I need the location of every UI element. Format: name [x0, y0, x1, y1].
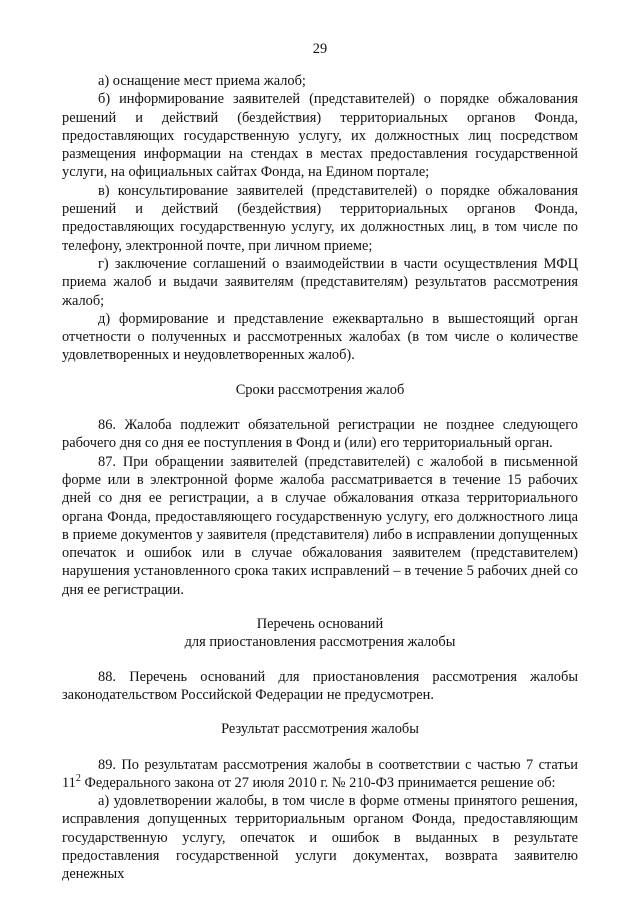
paragraph-89-text-end: Федерального закона от 27 июля 2010 г. № 210-ФЗ принимается решение об: [80, 774, 556, 791]
paragraph-b: б) информирование заявителей (представителей) о порядке обжалования решений и действий (бездействия) территориальных органов Фонда, предоставляющих государственную услугу, их должностных лиц посредством размещения информации на стендах в местах предоставления государственной услуги, на официальных сайтах Фонда, на Едином портале; [62, 91, 578, 181]
paragraph-g: г) заключение соглашений о взаимодействии в части осуществления МФЦ приема жалоб и выдачи заявителям (представителям) результатов рассмотрения жалоб; [62, 255, 578, 309]
section-heading-grounds-line1: Перечень оснований [256, 616, 384, 633]
paragraph-89 [62, 756, 578, 793]
paragraph-89-text-start: 89. По результатам рассмотрения жалобы в соответствии с частью 7 статьи 11 [62, 756, 578, 791]
document-body [62, 72, 578, 884]
section-heading-result: Результат рассмотрения жалобы [221, 721, 419, 738]
section-heading-grounds-line2: для приостановления рассмотрения жалобы [184, 634, 456, 651]
paragraph-a: а) оснащение мест приема жалоб; [98, 73, 306, 89]
paragraph-89-superscript: 2 [75, 773, 81, 784]
paragraph-89a: а) удовлетворении жалобы, в том числе в форме отмены принятого решения, исправления допущенных территориальным органом Фонда, предоставляющим государственную услугу, опечаток и ошибок в выданных в результате предоставления государственной услуги документах, возврата заявителю денежных [62, 793, 578, 883]
paragraph-v: в) консультирование заявителей (представителей) о порядке обжалования решений и действий (бездействия) территориальных органов Фонда, предоставляющих государственную услугу, их должностных лиц, в том числе по телефону, электронной почте, при личном приеме; [62, 182, 578, 254]
paragraph-87: 87. При обращении заявителей (представителей) с жалобой в письменной форме или в электронной форме жалоба рассматривается в течение 15 рабочих дней со дня ее регистрации, а в случае обжалования отказа территориального органа Фонда, предоставляющего государственную услугу, его должностного лица в приеме документов у заявителя (представителя) либо в исправлении допущенных опечаток и ошибок или в случае обжалования заявителем (представителем) нарушения установленного срока таких исправлений – в течение 5 рабочих дней со дня ее регистрации. [62, 453, 578, 598]
paragraph-d: д) формирование и представление ежеквартально в вышестоящий орган отчетности о полученных и рассмотренных жалобах (в том числе о количестве удовлетворенных и неудовлетворенных жалоб). [62, 310, 578, 364]
paragraph-86: 86. Жалоба подлежит обязательной регистрации не позднее следующего рабочего дня со дня ее поступления в Фонд и (или) его территориальный орган. [62, 417, 578, 452]
page-number: 29 [312, 41, 328, 57]
section-heading-terms: Сроки рассмотрения жалоб [235, 381, 405, 398]
paragraph-88: 88. Перечень оснований для приостановления рассмотрения жалобы законодательством Российской Федерации не предусмотрен. [62, 668, 578, 703]
